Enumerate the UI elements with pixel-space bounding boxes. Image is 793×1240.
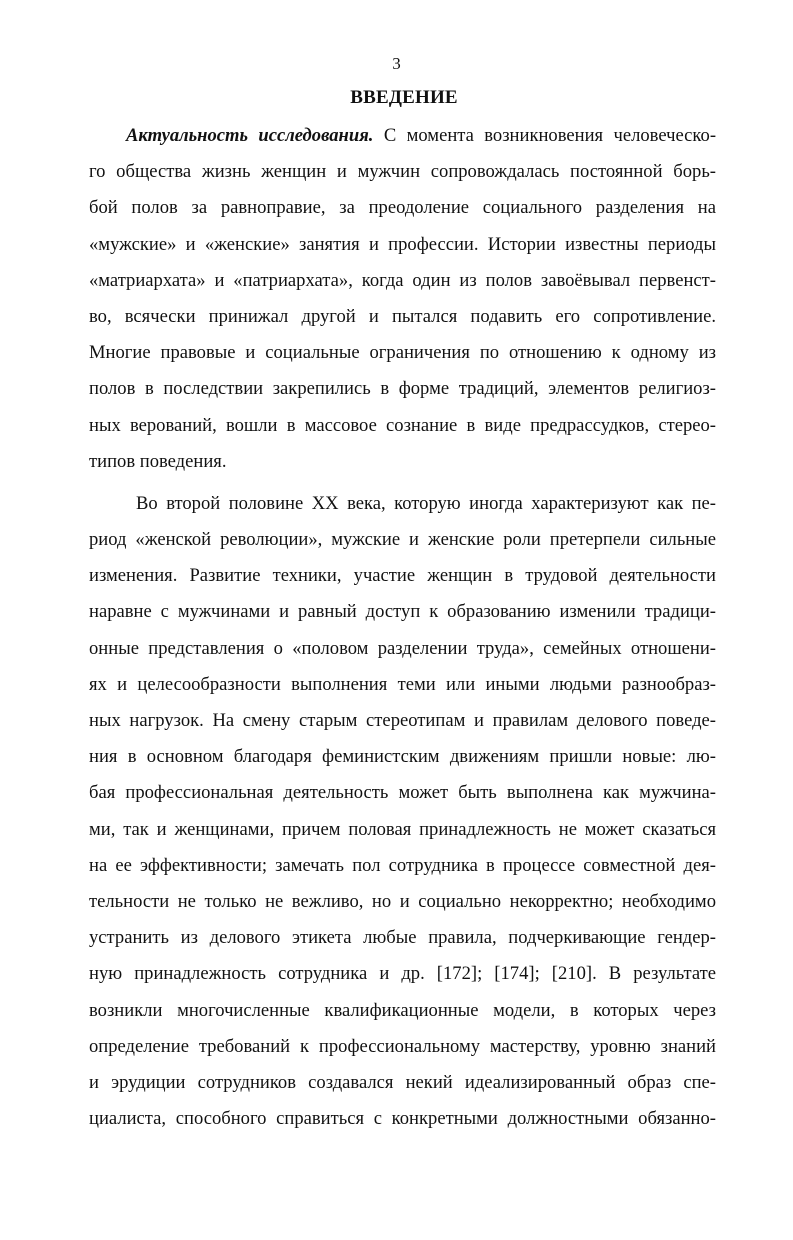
paragraph-line: определение требований к профессиональному мастерству, уровню знаний: [89, 1035, 716, 1057]
paragraph-line: полов в последствии закрепились в форме традиций, элементов религиоз-: [89, 378, 716, 400]
paragraph-line: ных нагрузок. На смену старым стереотипам и правилам делового поведе-: [89, 710, 716, 731]
paragraph-line: устранить из делового этикета любые правила, подчеркивающие гендер-: [89, 927, 716, 949]
paragraph-line: Многие правовые и социальные ограничения по отношению к одному из: [89, 342, 716, 364]
paragraph-line: ми, так и женщинами, причем половая принадлежность не может сказаться: [89, 818, 716, 840]
paragraph-second-half-century: [89, 486, 716, 1137]
paragraph-line: тельности не только не вежливо, но и социально некорректно; необходимо: [89, 890, 716, 912]
paragraph-relevance: [89, 118, 716, 480]
paragraph-line: наравне с мужчинами и равный доступ к образованию изменили традици-: [89, 601, 716, 623]
paragraph-line: во, всячески принижал другой и пытался подавить его сопротивление.: [89, 305, 716, 327]
body-text: [89, 118, 716, 1137]
paragraph-line: циалиста, способного справиться с конкретными должностными обязанно-: [89, 1108, 716, 1130]
paragraph-line: риод «женской революции», мужские и женские роли претерпели сильные: [89, 529, 716, 551]
paragraph-line: бой полов за равноправие, за преодоление социального разделения на: [89, 197, 716, 219]
paragraph-line: го общества жизнь женщин и мужчин сопровождалась постоянной борь-: [89, 161, 716, 183]
paragraph-line: «мужские» и «женские» занятия и профессии. Истории известны периоды: [89, 233, 716, 255]
line-text: С момента возникновения человеческо-: [373, 125, 717, 146]
paragraph-line: на ее эффективности; замечать пол сотрудника в процессе совместной дея-: [89, 854, 716, 876]
paragraph-line: ния в основном благодаря феминистским движениям пришли новые: лю-: [89, 746, 716, 768]
paragraph-line: и эрудиции сотрудников создавался некий идеализированный образ спе-: [89, 1071, 716, 1093]
page-number: 3: [392, 54, 401, 73]
paragraph-line: Во второй половине XX века, которую иногда характеризуют как пе-: [136, 492, 716, 514]
paragraph-line: онные представления о «половом разделении труда», семейных отношени-: [89, 637, 716, 659]
section-heading: ВВЕДЕНИЕ: [350, 87, 458, 108]
paragraph-line: ную принадлежность сотрудника и др. [172]; [174]; [210]. В результате: [89, 963, 716, 985]
paragraph-line: [89, 118, 716, 154]
paragraph-line: бая профессиональная деятельность может быть выполнена как мужчина-: [89, 782, 716, 804]
paragraph-line: ных верований, вошли в массовое сознание в виде предрассудков, стерео-: [89, 414, 716, 436]
paragraph-line: возникли многочисленные квалификационные модели, в которых через: [89, 999, 716, 1021]
paragraph-line: ях и целесообразности выполнения теми или иными людьми разнообраз-: [89, 673, 716, 695]
paragraph-line-last: типов поведения.: [89, 450, 227, 472]
paragraph-line: «матриархата» и «патриархата», когда один из полов завоёвывал первенст-: [89, 269, 716, 291]
lead-phrase: Актуальность исследования.: [126, 125, 374, 146]
paragraph-line: изменения. Развитие техники, участие женщин в трудовой деятельности: [89, 565, 716, 587]
